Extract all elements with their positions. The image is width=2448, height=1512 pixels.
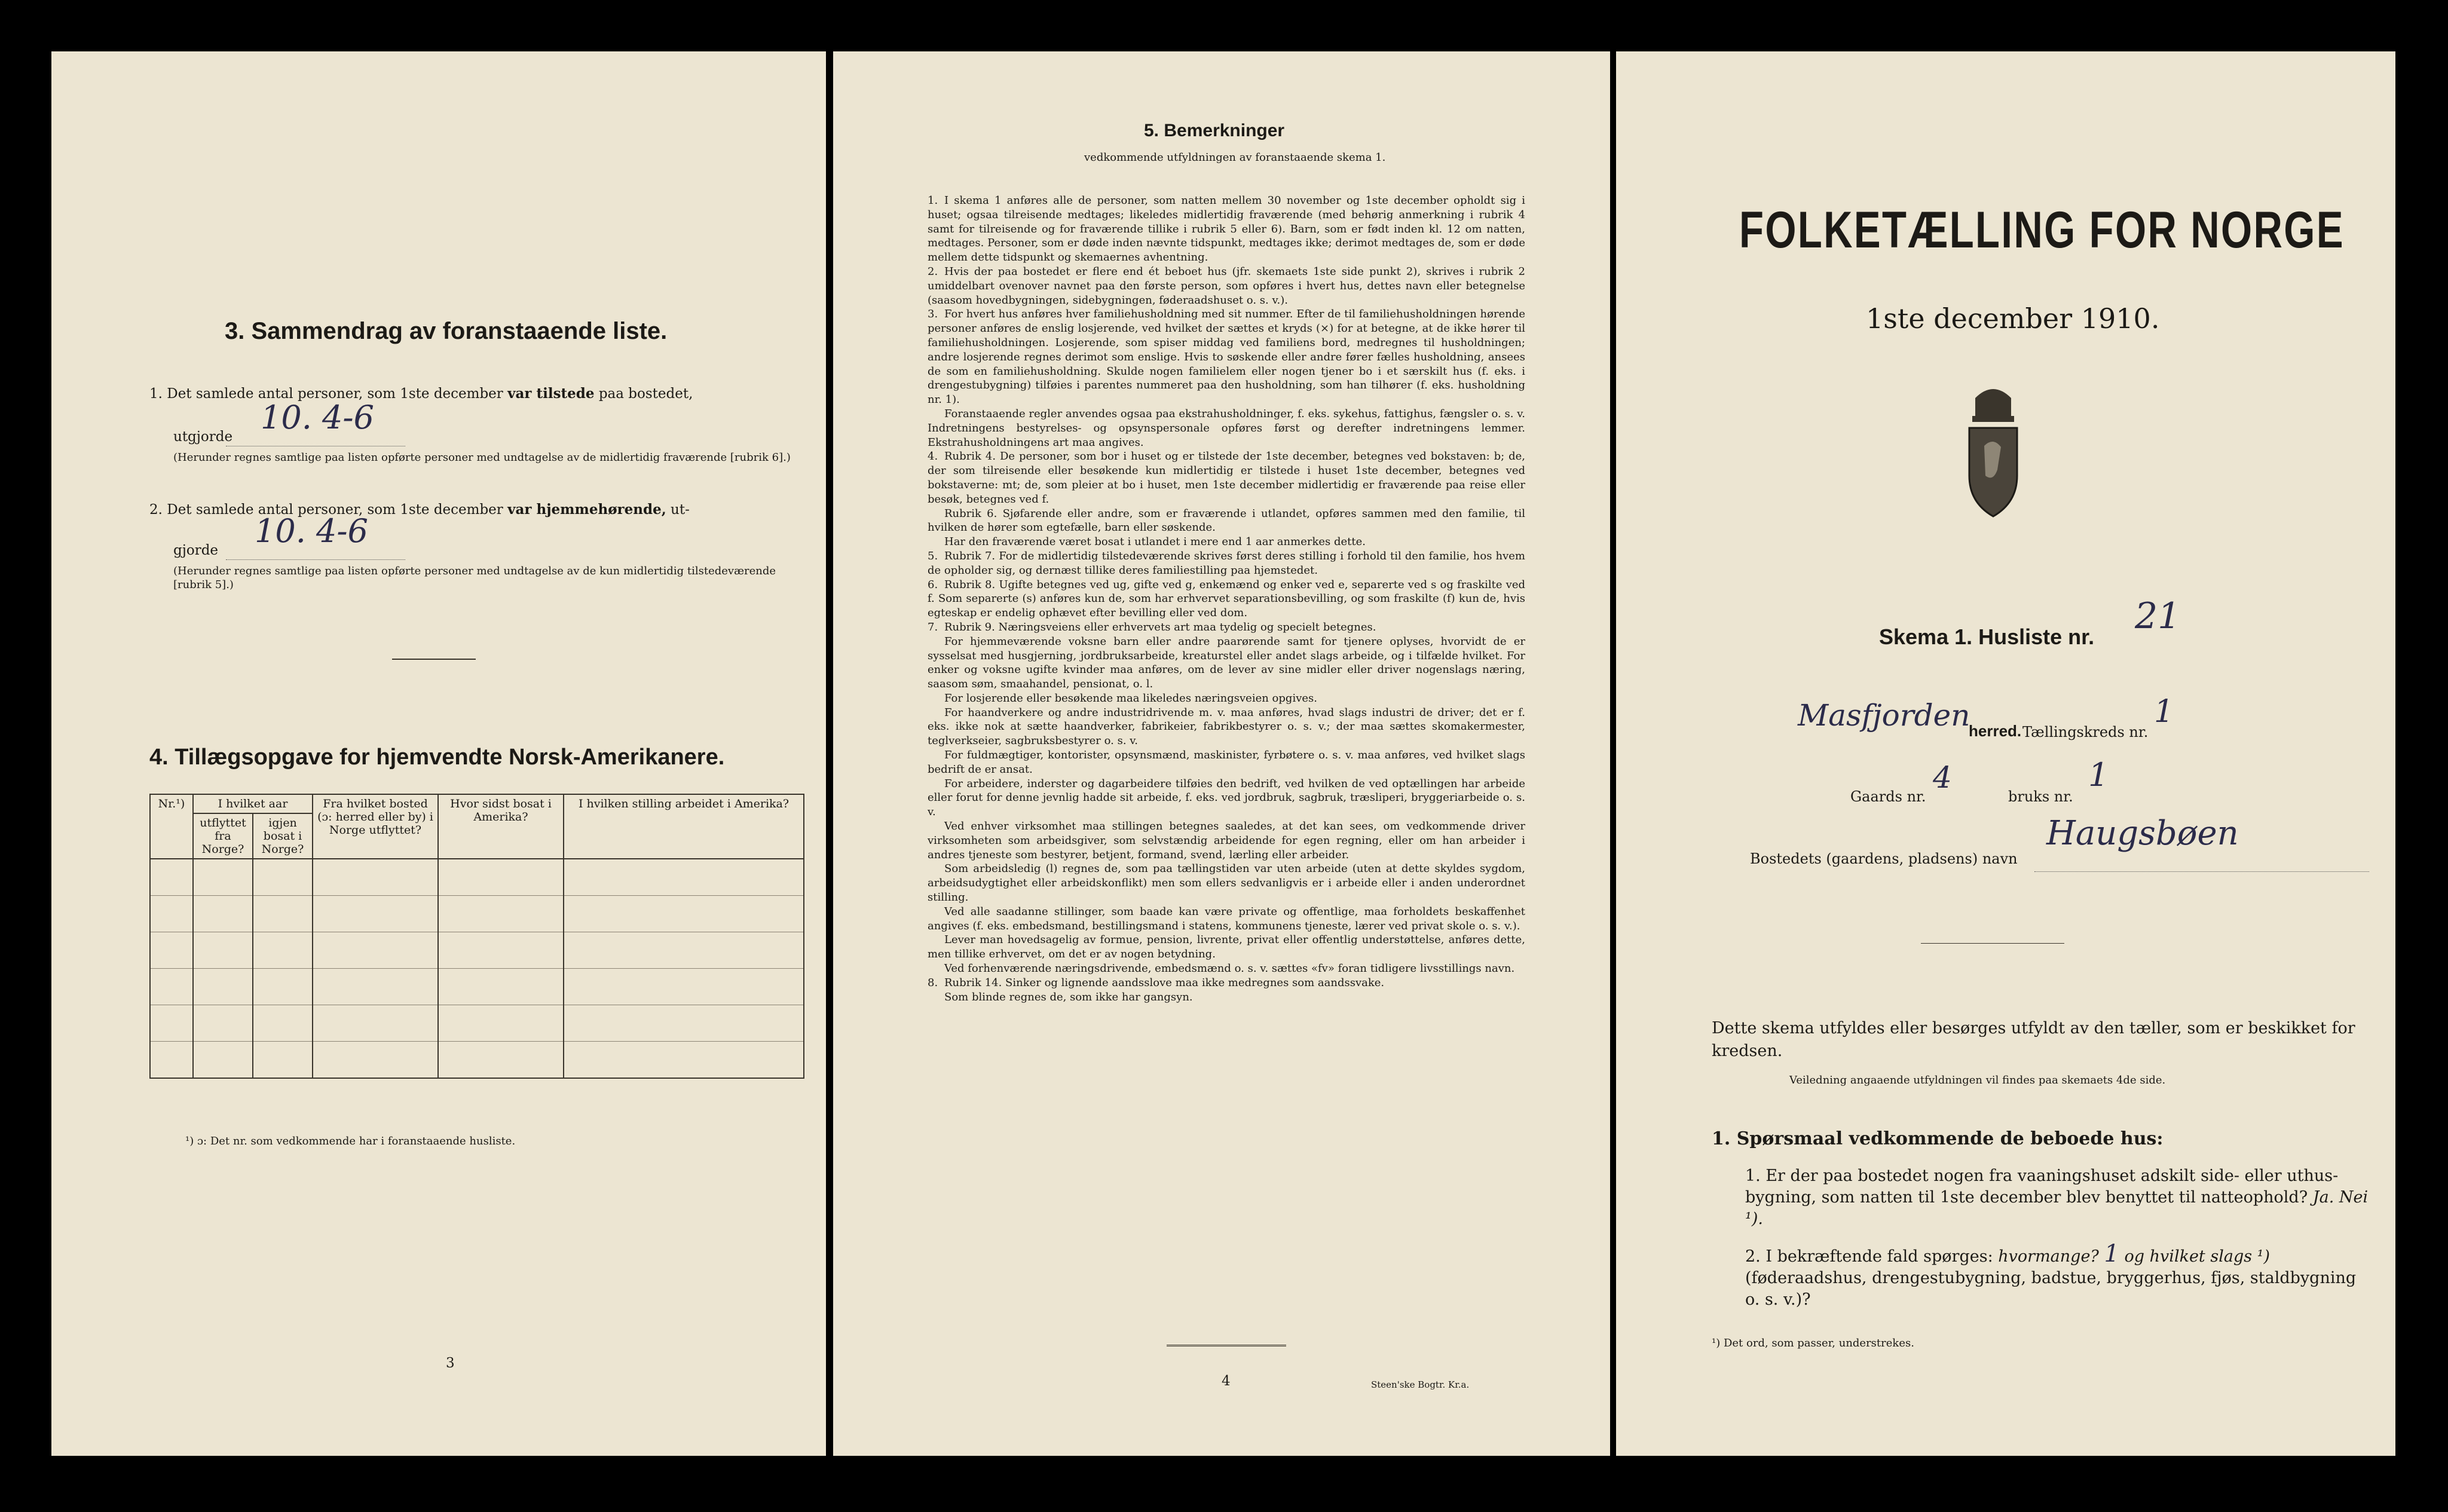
remark-item <box>928 535 1525 549</box>
taellingskreds-label: Tællingskreds nr. <box>2022 724 2149 740</box>
house-question-2 <box>1745 1240 2373 1311</box>
col-utflyttet: utflyttet fra Norge? <box>193 813 253 859</box>
house-q2-hvilket: og hvilket slags ¹) <box>2124 1247 2270 1266</box>
bosted-label: Bostedets (gaardens, pladsens) navn <box>1750 850 2018 867</box>
q1-handwritten-value: 10. 4-6 <box>261 399 375 436</box>
guidance: Veiledning angaaende utfyldningen vil findes paa skemaets 4de side. <box>1789 1074 2166 1086</box>
section-3-title: 3. Sammendrag av foranstaaende liste. <box>225 318 668 344</box>
col-stilling: I hvilken stilling arbeidet i Amerika? <box>564 794 804 859</box>
norsk-amerikanere-table <box>149 794 804 1079</box>
page-1 <box>1616 51 2395 1456</box>
table-footnote: ¹) ɔ: Det nr. som vedkommende har i foranstaaende husliste. <box>185 1135 516 1147</box>
q2-handwritten-value: 10. 4-6 <box>255 512 369 550</box>
remark-item <box>928 819 1525 862</box>
q1-utgjorde-label: utgjorde <box>173 429 233 445</box>
instructions: Dette skema utfyldes eller besørges utfyldt av den tæller, som er beskikket for kredsen. <box>1712 1019 2355 1060</box>
table-row <box>150 1042 804 1079</box>
q1-note: (Herunder regnes samtlige paa listen opførte personer med undtagelse av de midlertidig fraværende [rubrik 6].) <box>173 451 791 464</box>
remark-item <box>928 578 1525 620</box>
remark-text: Har den fraværende været bosat i utlandet i mere end 1 aar anmerkes dette. <box>944 535 1366 549</box>
q1-bold: var tilstede <box>507 385 595 402</box>
section-4-title: 4. Tillægsopgave for hjemvendte Norsk-Amerikanere. <box>149 745 725 770</box>
remark-item <box>928 507 1525 535</box>
remark-number: 5. <box>928 549 938 562</box>
remark-text: Rubrik 7. For de midlertidig tilstedeværende skrives først deres stilling i forhold til den familie, hos hvem de opholder sig, og dernæst tillike deres familiestilling paa hjemstedet. <box>928 549 1525 577</box>
page-number-3: 3 <box>446 1355 455 1371</box>
table-row <box>150 896 804 932</box>
remark-number: 4. <box>928 450 938 463</box>
herred-value: Masfjorden <box>1798 698 1970 733</box>
q2-bold: var hjemmehørende, <box>507 501 666 518</box>
remark-text: Rubrik 8. Ugifte betegnes ved ug, gifte ved g, enkemænd og enker ved e, separerte ved s og fraskilte ved f. Som separerte (s) anføres kun de, som har erhvervet separationsbevilling, og som fraskilte (f) kun de, hvis egteskap er endelig ophævet efter bevilling eller ved dom. <box>928 578 1525 620</box>
col-fra: Fra hvilket bosted (ɔ: herred eller by) i Norge utflyttet? <box>313 794 438 859</box>
coat-of-arms-icon <box>1960 380 2026 518</box>
skema-label: Skema 1. Husliste nr. <box>1879 625 2095 649</box>
remark-item <box>928 449 1525 506</box>
remark-text: Hvis der paa bostedet er flere end ét beboet hus (jfr. skemaets 1ste side punkt 2), skrives i rubrik 2 umiddelbart ovenover navnet paa den første person, som opføres i hvert hus, dettes navn eller betegnelse (saasom hovedbygningen, sidebygningen, føderaadshuset o. s. v.). <box>928 265 1525 307</box>
remark-text: Rubrik 4. De personer, som bor i huset og er tilstede der 1ste december, betegnes ved bokstaven: b; de, der som tilreisende eller besøkende kun midlertidig er tilstede i huset 1ste december, betegnes ved bokstaverne: mt; de, som pleier at bo i huset, men 1ste december midlertidig er fraværende paa reise eller besøk, betegnes ved f. <box>928 450 1525 506</box>
table-row <box>150 1005 804 1042</box>
census-date: 1ste december 1910. <box>1866 302 2160 335</box>
q2-text-b: ut- <box>671 502 690 518</box>
remark-number: 8. <box>928 976 938 989</box>
remark-number: 3. <box>928 308 938 321</box>
remark-item <box>928 990 1525 1005</box>
remark-text: Ved forhenværende næringsdrivende, embedsmænd o. s. v. sættes «fv» foran tidligere livsstillings navn. <box>944 962 1515 975</box>
page-number-4: 4 <box>1222 1373 1231 1389</box>
remark-text: For fuldmægtiger, kontorister, opsynsmænd, maskinister, fyrbøtere o. s. v. maa anføres, ved hvilket slags bedrift de er ansat. <box>928 749 1525 776</box>
end-divider <box>1167 1345 1286 1346</box>
remark-number: 2. <box>928 265 938 278</box>
remark-item <box>928 265 1525 307</box>
table-row <box>150 932 804 969</box>
remark-item <box>928 748 1525 777</box>
col-group-year: I hvilket aar <box>193 794 313 813</box>
taellingskreds-value: 1 <box>2154 694 2174 730</box>
house-q2-hvormange: hvormange? <box>1998 1247 2099 1266</box>
ornament-divider <box>1921 943 2064 944</box>
remark-item <box>928 549 1525 578</box>
house-q1-text: 1. Er der paa bostedet nogen fra vaaningshuset adskilt side- eller uthus-bygning, som natten til 1ste december blev benyttet til natteophold? <box>1745 1167 2339 1207</box>
remark-item <box>928 777 1525 819</box>
q2-note: (Herunder regnes samtlige paa listen opførte personer med undtagelse av de kun midlertidig tilstedeværende [rubrik 5].) <box>173 565 776 591</box>
gaards-value: 4 <box>1933 760 1952 795</box>
house-question-1 <box>1745 1165 2373 1230</box>
house-q2-types: (føderaadshus, drengestubygning, badstue, bryggerhus, fjøs, staldbygning o. s. v.)? <box>1745 1269 2357 1309</box>
bruks-label: bruks nr. <box>2008 788 2073 805</box>
remark-text: Rubrik 6. Sjøfarende eller andre, som er fraværende i utlandet, opføres sammen med den familie, til hvilken de hører som egtefælle, barn eller søskende. <box>928 507 1525 534</box>
remark-text: Rubrik 9. Næringsveiens eller erhvervets art maa tydelig og specielt betegnes. <box>944 620 1376 633</box>
house-q2-text: 2. I bekræftende fald spørges: <box>1745 1247 1993 1266</box>
remark-text: Ved alle saadanne stillinger, som baade kan være private og offentlige, maa forholdets beskaffenhet angives (f. eks. embedsmand, bestillingsmand i statens, kommunens tjeneste, lærer ved privat skole o. s. v.). <box>928 905 1525 932</box>
remark-item <box>928 905 1525 933</box>
remarks-title: 5. Bemerkninger <box>1144 121 1285 140</box>
divider <box>392 659 476 660</box>
remark-text: Som arbeidsledig (l) regnes de, som paa tællingstiden var uten arbeide (uten at dette skyldes sygdom, arbeidsudygtighet eller arbeidskonflikt) men som ellers sedvanligvis er i arbeide eller i anden underordnet stilling. <box>928 862 1525 904</box>
question-section: 1. Spørsmaal vedkommende de beboede hus: <box>1712 1128 2164 1149</box>
remark-text: I skema 1 anføres alle de personer, som natten mellem 30 november og 1ste december opholdt sig i huset; ogsaa tilreisende medtages; likeledes midlertidig fraværende (med behørig anmerkning i rubrik 4 samt for tilreisende og for fraværende tillike i rubrik 5 eller 6). Barn, som er født inden kl. 12 om natten, medtages. Personer, som er døde inden nævnte tidspunkt, medtages ikke; derimot medtages de, som er døde mellem dette tidspunkt og skemaernes avhentning. <box>928 194 1525 264</box>
remark-number: 1. <box>928 194 938 207</box>
herred-label: herred. <box>1969 722 2022 740</box>
remark-text: For hjemmeværende voksne barn eller andre paarørende samt for tjenere oplyses, hvorvidt de er sysselsat med husgjerning, jordbruksarbeide, kreaturstel eller andet slags arbeide, og i tilfælde hvilket. For enker og voksne ugifte kvinder maa anføres, om de lever av sine midler eller driver nogenslags næring, saasom søm, smaahandel, pensionat, o. l. <box>928 635 1525 691</box>
remark-item <box>928 962 1525 976</box>
remarks-list <box>928 194 1525 1004</box>
remark-number: 7. <box>928 620 938 633</box>
table-row <box>150 859 804 896</box>
remark-text: Lever man hovedsagelig av formue, pension, livrente, privat eller offentlig understøttelse, anføres dette, men tillike erhvervet, om det er av nogen betydning. <box>928 933 1525 961</box>
q2-value-line <box>226 559 405 560</box>
printer-mark: Steen'ske Bogtr. Kr.a. <box>1371 1379 1470 1390</box>
col-hvor: Hvor sidst bosat i Amerika? <box>438 794 564 859</box>
remark-text: Foranstaaende regler anvendes ogsaa paa ekstrahusholdninger, f. eks. sykehus, fattighus, fængsler o. s. v. Indretningens bestyrelses- og opsynspersonale opføres først og derefter indretningens lemmer. Ekstrahusholdningens art maa angives. <box>928 407 1525 449</box>
q2-utgjorde-label: gjorde <box>173 543 219 558</box>
remark-number: 6. <box>928 578 938 591</box>
bruks-value: 1 <box>2088 756 2109 794</box>
q2-text: 2. Det samlede antal personer, som 1ste december <box>149 502 503 518</box>
page1-footnote: ¹) Det ord, som passer, understrekes. <box>1712 1337 1914 1349</box>
remark-item <box>928 407 1525 449</box>
q1-text: 1. Det samlede antal personer, som 1ste december <box>149 386 503 402</box>
remark-item <box>928 307 1525 407</box>
remarks-subtitle: vedkommende utfyldningen av foranstaaende skema 1. <box>1084 151 1386 164</box>
col-igjen: igjen bosat i Norge? <box>253 813 313 859</box>
remark-text: Som blinde regnes de, som ikke har gangsyn. <box>944 990 1193 1003</box>
remark-text: Rubrik 14. Sinker og lignende aandsslove maa ikke medregnes som aandssvake. <box>944 976 1385 989</box>
remark-item <box>928 706 1525 748</box>
bosted-value: Haugsbøen <box>2046 814 2239 853</box>
page-3 <box>51 51 826 1456</box>
remark-text: For losjerende eller besøkende maa likeledes næringsveien opgives. <box>944 691 1317 705</box>
remark-text: For haandverkere og andre industridrivende m. v. maa anføres, hvad slags industri de driver; det er f. eks. ikke nok at sætte haandverker, fabrikeier, fabrikbestyrer o. s. v.; der maa sættes skomakermester, teglverkseier, sagbruksbestyrer o. s. v. <box>928 706 1525 748</box>
remark-text: For hvert hus anføres hver familiehusholdning med sit nummer. Efter de til familiehusholdningen hørende personer anføres de enslig losjerende, ved hvilket der sættes et kryds (×) for at betegne, at de ikke hører til familiehusholdningen. Losjerende, som spiser middag ved familiens bord, medregnes til husholdningen; andre losjerende regnes derimot som enslige. Hvis to søskende eller andre fører fælles husholdning, ansees de som en familiehusholdning. Skulde nogen familielem eller nogen tjener bo i et særskilt hus (f. eks. i drengestubygning) tilføies i parentes nummeret paa den husholdning, som han tilhører (f. eks. husholdning nr. 1). <box>928 308 1526 406</box>
remark-item <box>928 933 1525 962</box>
remark-item <box>928 691 1525 706</box>
remark-item <box>928 635 1525 691</box>
bosted-line <box>2034 871 2369 872</box>
husliste-number: 21 <box>2135 595 2181 637</box>
remark-item <box>928 862 1525 904</box>
remark-item <box>928 976 1525 990</box>
remark-item <box>928 194 1525 265</box>
table-row <box>150 969 804 1005</box>
house-q2-count: 1 <box>2104 1240 2119 1268</box>
page-4 <box>833 51 1610 1456</box>
house-q1-answer: Ja. Nei ¹). <box>1745 1188 2369 1228</box>
col-nr: Nr.¹) <box>150 794 193 859</box>
remark-text: Ved enhver virksomhet maa stillingen betegnes saaledes, at det kan sees, om vedkommende driver virksomheten som arbeidsgiver, som selvstændig arbeidende for egen regning, eller om han arbeider i andres tjeneste som bestyrer, betjent, formand, svend, lærling eller arbeider. <box>928 820 1525 861</box>
gaards-label: Gaards nr. <box>1850 788 1926 805</box>
remark-text: For arbeidere, inderster og dagarbeidere tilføies den bedrift, ved hvilken de ved optællingen har arbeide eller forut for denne jevnlig hadde sit arbeide, f. eks. ved jordbruk, sagbruk, træsliperi, bryggeriarbeide o. s. v. <box>928 777 1525 819</box>
form-title: FOLKETÆLLING FOR NORGE <box>1739 201 2345 259</box>
remark-item <box>928 620 1525 635</box>
question-2 <box>149 501 807 519</box>
question-1 <box>149 385 807 403</box>
q1-text-b: paa bostedet, <box>598 386 693 402</box>
